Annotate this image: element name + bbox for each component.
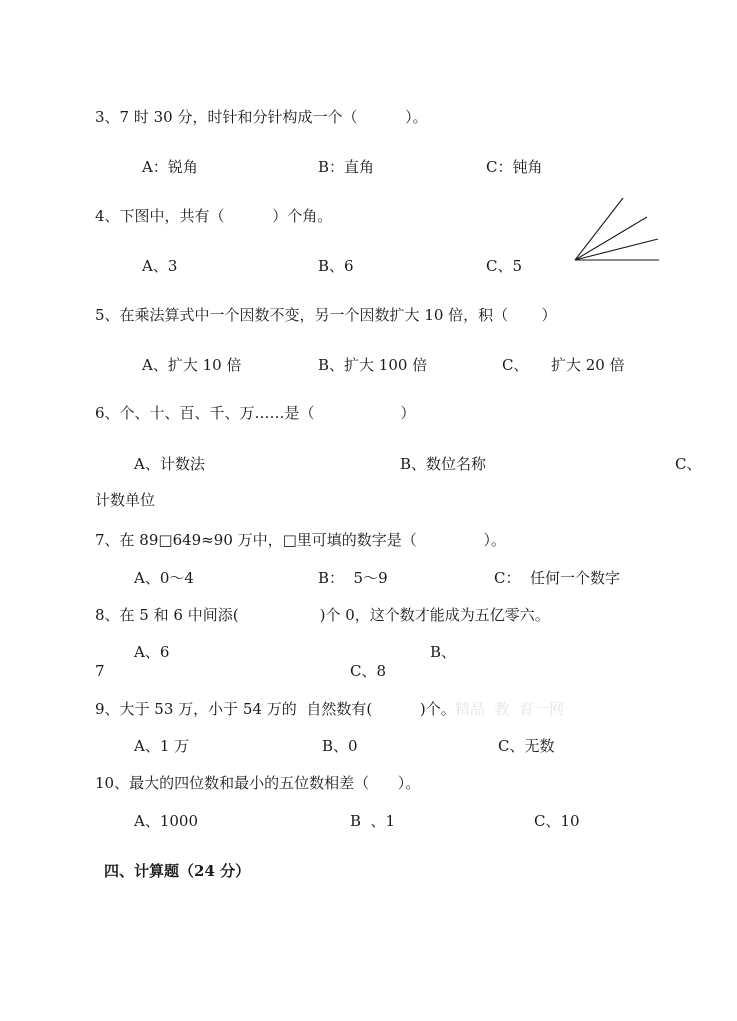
question-8-option-c: C、8 <box>350 662 387 680</box>
question-6-option-b: B、数位名称 <box>400 455 487 473</box>
question-6-option-c-prefix: C、 <box>675 455 702 473</box>
question-10-stem: 10、最大的四位数和最小的五位数相差（ ）。 <box>95 774 421 792</box>
question-9-stem: 9、大于 53 万，小于 54 万的 自然数有( )个。 <box>95 700 456 718</box>
question-10-option-a: A、1000 <box>134 812 199 830</box>
question-5-option-c: 扩大 20 倍 <box>551 356 625 374</box>
question-10-option-b: B 、1 <box>350 812 396 830</box>
question-8-option-a: A、6 <box>134 643 170 661</box>
question-4-option-c: C、5 <box>486 257 523 275</box>
question-3-option-a: A：锐角 <box>142 158 198 176</box>
question-9-option-c: C、无数 <box>498 737 555 755</box>
question-8-option-b-prefix: B、 <box>430 643 457 661</box>
question-3-stem: 3、7 时 30 分，时针和分针构成一个（ ）。 <box>95 108 428 126</box>
watermark-text: 精品 教 育一网 <box>455 700 565 718</box>
question-3-option-b: B：直角 <box>318 158 375 176</box>
question-4-option-b: B、6 <box>318 257 354 275</box>
angle-ray-1 <box>575 198 623 260</box>
question-10-option-c: C、10 <box>534 812 580 830</box>
question-6-option-a: A、计数法 <box>134 455 205 473</box>
angle-rays-figure <box>570 196 662 264</box>
question-6-option-c: 计数单位 <box>95 491 156 509</box>
question-7-option-b: B： 5～9 <box>318 569 388 587</box>
question-4-stem: 4、下图中，共有（ ）个角。 <box>95 207 333 225</box>
question-5-option-c-prefix: C、 <box>502 356 529 374</box>
question-9-option-b: B、0 <box>322 737 358 755</box>
question-7-option-a: A、0～4 <box>134 569 194 587</box>
question-4-option-a: A、3 <box>142 257 178 275</box>
question-5-stem: 5、在乘法算式中一个因数不变，另一个因数扩大 10 倍，积（ ） <box>95 306 557 324</box>
section-heading: 四、计算题（24 分） <box>104 862 251 880</box>
question-9-option-a: A、1 万 <box>134 737 190 755</box>
question-3-option-c: C：钝角 <box>486 158 543 176</box>
question-7-stem: 7、在 89□649≈90 万中，□里可填的数字是（ ）。 <box>95 531 507 549</box>
question-7-option-c: C： 任何一个数字 <box>494 569 621 587</box>
question-8-stem: 8、在 5 和 6 中间添( )个 0，这个数才能成为五亿零六。 <box>95 606 550 624</box>
angle-ray-3 <box>575 239 658 260</box>
question-8-option-b: 7 <box>95 662 105 680</box>
question-6-stem: 6、个、十、百、千、万……是（ ） <box>95 404 416 422</box>
question-5-option-a: A、扩大 10 倍 <box>142 356 242 374</box>
angle-ray-2 <box>575 217 647 260</box>
question-5-option-b: B、扩大 100 倍 <box>318 356 428 374</box>
